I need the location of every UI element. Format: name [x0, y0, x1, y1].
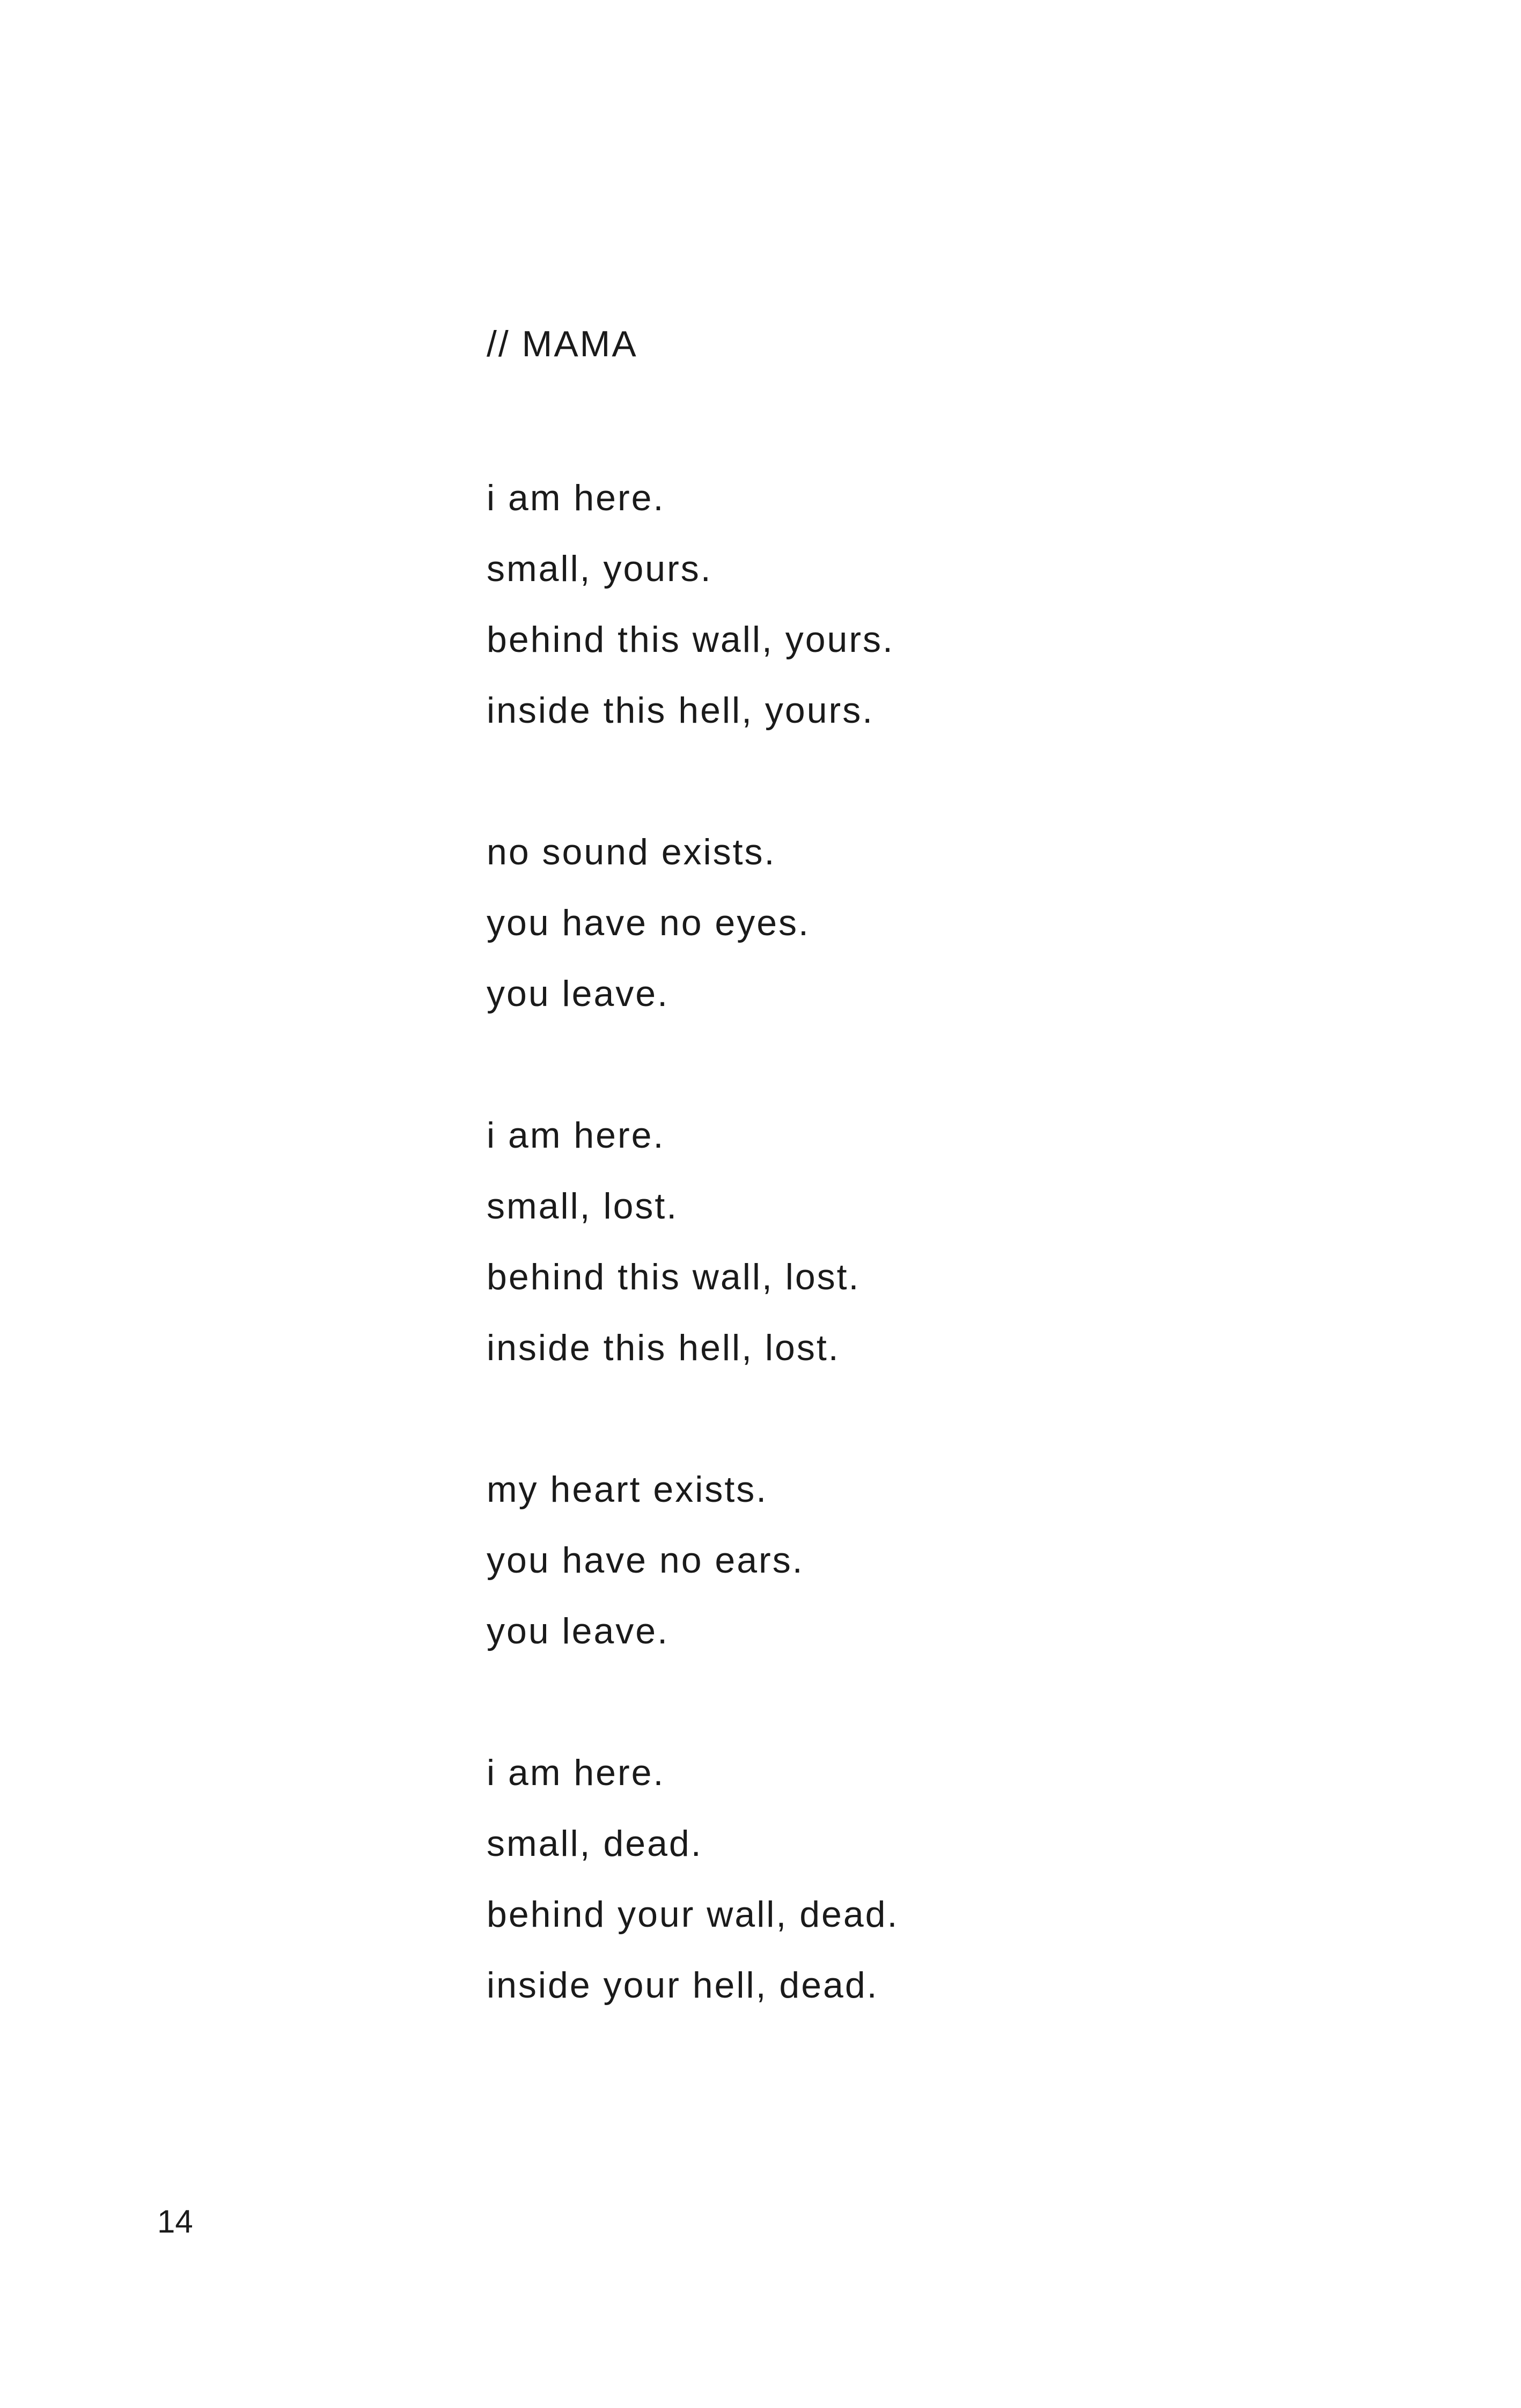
poem-line: behind your wall, dead.: [487, 1894, 899, 1935]
stanza-2: [487, 817, 1291, 1029]
poem-line: you have no eyes.: [487, 902, 810, 943]
poem-line: you leave.: [487, 973, 669, 1014]
poem-line: inside this hell, yours.: [487, 690, 875, 731]
poem-line: inside your hell, dead.: [487, 1965, 879, 2006]
poem-line: my heart exists.: [487, 1469, 768, 1510]
stanza-4: [487, 1454, 1291, 1666]
poem-line: behind this wall, lost.: [487, 1257, 861, 1297]
poem-line: no sound exists.: [487, 832, 776, 872]
poem-line: inside this hell, lost.: [487, 1327, 840, 1368]
stanza-spacer: [487, 1383, 1291, 1454]
poem: [487, 321, 1291, 2021]
poem-line: i am here.: [487, 478, 665, 518]
poem-line: you have no ears.: [487, 1540, 804, 1581]
poem-line: small, dead.: [487, 1823, 703, 1864]
page-number: 14: [157, 2204, 193, 2240]
stanza-spacer: [487, 1029, 1291, 1100]
stanza-5: [487, 1737, 1291, 2021]
stanza-3: [487, 1100, 1291, 1383]
stanza-spacer: [487, 746, 1291, 817]
poem-line: small, yours.: [487, 548, 712, 589]
poem-title: // MAMA: [487, 324, 638, 364]
title-spacer: [487, 367, 1291, 462]
stanza-spacer: [487, 1666, 1291, 1737]
stanza-1: [487, 462, 1291, 746]
poem-line: small, lost.: [487, 1186, 679, 1227]
poem-line: i am here.: [487, 1115, 665, 1156]
poem-line: behind this wall, yours.: [487, 619, 894, 660]
poem-line: you leave.: [487, 1611, 669, 1651]
poem-line: i am here.: [487, 1752, 665, 1793]
